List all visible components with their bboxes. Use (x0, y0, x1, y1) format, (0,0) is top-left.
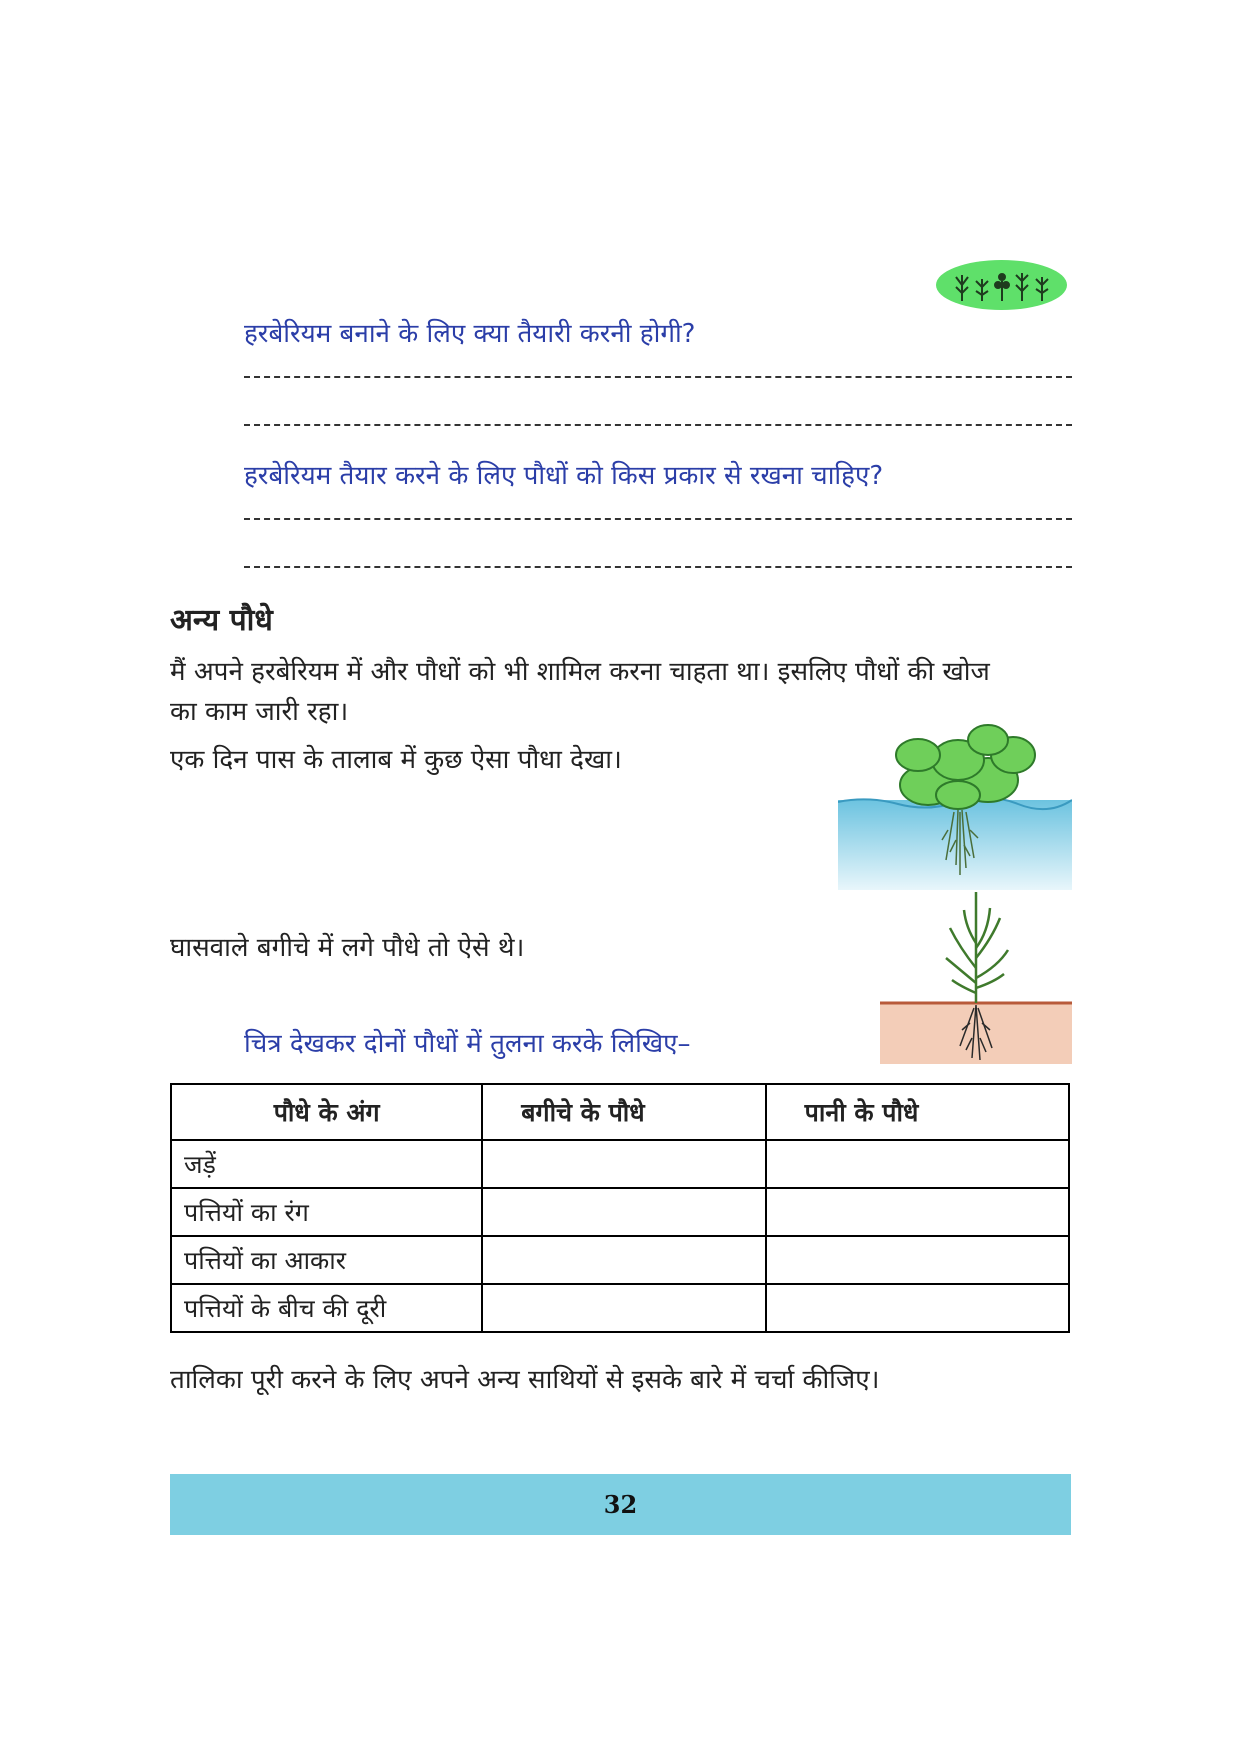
header-plant-part: पौधे के अंग (171, 1084, 482, 1140)
answer-cell[interactable] (482, 1140, 765, 1188)
water-hyacinth-illustration (838, 700, 1072, 890)
comparison-table (170, 1083, 1070, 1333)
section-heading: अन्य पौधे (170, 603, 273, 638)
answer-cell[interactable] (482, 1188, 765, 1236)
answer-line (244, 376, 1072, 378)
plants-badge-icon (936, 260, 1067, 310)
paragraph-2: एक दिन पास के तालाब में कुछ ऐसा पौधा देखा। (170, 745, 622, 775)
closing-text: तालिका पूरी करने के लिए अपने अन्य साथियों से इसके बारे में चर्चा कीजिए। (170, 1365, 880, 1395)
row-label: जड़ें (171, 1140, 482, 1188)
answer-cell[interactable] (482, 1236, 765, 1284)
answer-cell[interactable] (766, 1188, 1069, 1236)
header-water-plant: पानी के पौधे (766, 1084, 1069, 1140)
grass-plant-illustration (880, 888, 1072, 1064)
table-row (171, 1236, 1069, 1284)
table-row (171, 1284, 1069, 1332)
footer-band (170, 1474, 1071, 1535)
answer-cell[interactable] (482, 1284, 765, 1332)
paragraph-1-continued: का काम जारी रहा। (170, 697, 349, 727)
table-row (171, 1140, 1069, 1188)
answer-line (244, 566, 1072, 568)
row-label: पत्तियों का रंग (171, 1188, 482, 1236)
table-row (171, 1188, 1069, 1236)
answer-cell[interactable] (766, 1284, 1069, 1332)
header-garden-plant: बगीचे के पौधे (482, 1084, 765, 1140)
question-2: हरबेरियम तैयार करने के लिए पौधों को किस प्रकार से रखना चाहिए? (244, 461, 884, 491)
row-label: पत्तियों का आकार (171, 1236, 482, 1284)
answer-line (244, 518, 1072, 520)
page-number: 32 (603, 1490, 638, 1519)
answer-cell[interactable] (766, 1236, 1069, 1284)
paragraph-1: मैं अपने हरबेरियम में और पौधों को भी शामिल करना चाहता था। इसलिए पौधों की खोज (170, 657, 990, 687)
answer-line (244, 424, 1072, 426)
row-label: पत्तियों के बीच की दूरी (171, 1284, 482, 1332)
question-1: हरबेरियम बनाने के लिए क्या तैयारी करनी होगी? (244, 319, 696, 349)
paragraph-3: घासवाले बगीचे में लगे पौधे तो ऐसे थे। (170, 933, 525, 963)
answer-cell[interactable] (766, 1140, 1069, 1188)
instruction: चित्र देखकर दोनों पौधों में तुलना करके लिखिए– (244, 1029, 691, 1059)
table-header-row (171, 1084, 1069, 1140)
